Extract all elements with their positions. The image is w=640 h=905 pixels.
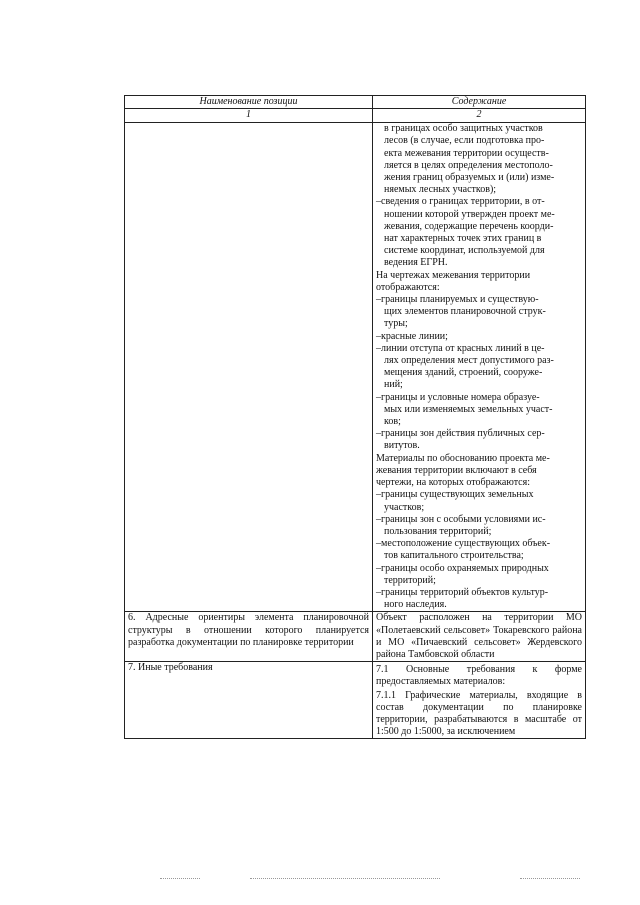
- row-continued-name-cell: [125, 123, 373, 612]
- content-line: На чертежах межевания территории: [376, 269, 531, 281]
- table-row-6: [125, 612, 586, 662]
- content-line: пользования территорий;: [384, 525, 492, 537]
- content-line: екта межевания территории осуществ-: [384, 147, 549, 159]
- content-line: ведения ЕГРН.: [384, 257, 448, 269]
- content-line: –границы планируемых и существую-: [376, 294, 539, 306]
- content-line: –границы и условные номера образуе-: [376, 391, 540, 403]
- content-line: –местоположение существующих объек-: [376, 538, 551, 550]
- content-line: в границах особо защитных участков: [384, 123, 543, 135]
- content-line: тов капитального строительства;: [384, 550, 524, 562]
- content-line: жевания, содержащие перечень коорди-: [384, 220, 554, 232]
- content-line: туры;: [384, 318, 408, 330]
- content-line: –границы существующих земельных: [376, 489, 534, 501]
- table-row-continued: [125, 123, 586, 612]
- row-6-name: 6. Адресные ориентиры элемента планировочной структуры в отношении которого планируется разработка документации по планировке территории: [125, 612, 373, 662]
- content-line: мых или изменяемых земельных участ-: [384, 403, 553, 415]
- content-line: отображаются:: [376, 281, 440, 293]
- content-line: территорий;: [384, 574, 436, 586]
- header-position-name: Наименование позиции: [125, 96, 373, 109]
- scan-artifact-dash: [520, 878, 580, 879]
- content-line: ков;: [384, 416, 401, 428]
- content-line: нат характерных точек этих границ в: [384, 233, 542, 245]
- content-line: чертежи, на которых отображаются:: [376, 477, 530, 489]
- column-number-2: 2: [373, 109, 586, 123]
- column-number-row: [125, 109, 586, 123]
- content-line: системе координат, используемой для: [384, 245, 545, 257]
- content-line: –границы зон с особыми условиями ис-: [376, 513, 546, 525]
- scan-artifact-dash: [250, 878, 440, 879]
- content-line: ношении которой утвержден проект ме-: [384, 208, 555, 220]
- content-line: лях определения мест допустимого раз-: [384, 355, 554, 367]
- requirements-table: [124, 95, 586, 739]
- row-7-name: 7. Иные требования: [125, 662, 373, 739]
- content-line: витутов.: [384, 440, 420, 452]
- column-number-1: 1: [125, 109, 373, 123]
- content-line: ного наследия.: [384, 599, 447, 611]
- content-line: –красные линии;: [376, 330, 448, 342]
- scan-artifact-dash: [160, 878, 200, 879]
- row-7-content-para-2: 7.1.1 Графические материалы, входящие в состав документации по планировке территории, разрабатываются в масштабе от 1:500 до 1:5000, за исключением: [376, 689, 582, 738]
- content-line: –границы территорий объектов культур-: [376, 586, 549, 598]
- content-line: жения границ образуемых и (или) изме-: [384, 172, 555, 184]
- content-line: мещения зданий, строений, сооруже-: [384, 367, 543, 379]
- content-line: ляется в целях определения местополо-: [384, 159, 553, 171]
- content-line: лесов (в случае, если подготовка про-: [384, 135, 545, 147]
- row-7-content-cell: [373, 662, 586, 739]
- table-row-7: [125, 662, 586, 739]
- row-6-content: Объект расположен на территории МО «Полетаевский сельсовет» Токаревского района и МО «Пичаевский сельсовет» Жердевского района Тамбовской области: [373, 612, 586, 662]
- header-content: Содержание: [373, 96, 586, 109]
- content-line: няемых лесных участков);: [384, 184, 497, 196]
- content-line: щих элементов планировочной струк-: [384, 306, 546, 318]
- content-line: –сведения о границах территории, в от-: [376, 196, 545, 208]
- content-line: ний;: [384, 379, 403, 391]
- content-line: –линии отступа от красных линий в це-: [376, 342, 545, 354]
- content-line: –границы зон действия публичных сер-: [376, 428, 545, 440]
- row-continued-content-cell: [373, 123, 586, 612]
- content-line: жевания территории включают в себя: [376, 464, 537, 476]
- content-line: участков;: [384, 501, 425, 513]
- table-header-row: [125, 96, 586, 109]
- content-line: –границы особо охраняемых природных: [376, 562, 549, 574]
- content-line: Материалы по обоснованию проекта ме-: [376, 452, 550, 464]
- row-7-content-para-1: 7.1 Основные требования к форме предоставляемых материалов:: [376, 664, 582, 688]
